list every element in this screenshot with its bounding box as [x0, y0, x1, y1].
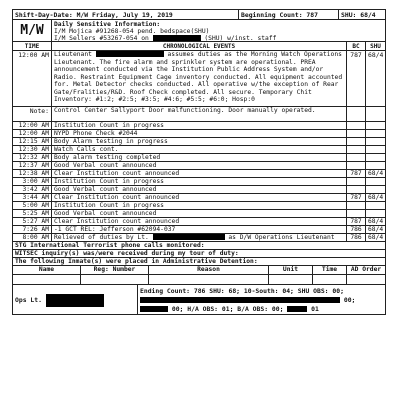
ending-count-line2-end: 00;	[343, 296, 356, 304]
entry-bc: 787	[347, 170, 366, 177]
redaction-box	[153, 234, 225, 240]
log-entry	[12, 218, 386, 226]
redaction-box	[287, 306, 307, 312]
entry-shu	[366, 202, 385, 209]
ending-count-line2	[140, 296, 383, 305]
log-entry	[12, 122, 386, 130]
log-entry	[12, 226, 386, 234]
stg-section	[12, 242, 386, 250]
entry-bc: 786	[347, 234, 366, 241]
entry-shu: 68/4	[368, 218, 384, 225]
shift-code: M/W	[13, 20, 52, 41]
ops-lt-label: Ops Lt.	[15, 296, 42, 304]
log-entry-first	[12, 51, 386, 107]
entry-bc	[347, 146, 366, 153]
entry-text: -1 GCT REL: Jefferson #62094-037	[52, 226, 347, 233]
entry-bc	[347, 162, 366, 169]
log-entry	[12, 202, 386, 210]
detention-name-cell	[13, 275, 81, 284]
redaction-box	[96, 51, 164, 57]
footer-row	[12, 285, 386, 315]
entry-time: 12:30 AM	[13, 146, 52, 153]
entry-text: NYPD Phone Check #2044	[52, 130, 347, 137]
entry-bc	[347, 107, 366, 121]
log-entry	[12, 178, 386, 186]
entry-shu: 68/4	[368, 194, 384, 201]
sensitive-info-line2-end: (SHU) w/inst. staff	[204, 35, 277, 41]
bc-column-header: BC	[347, 42, 366, 50]
entry-text-start: Lieutenant	[54, 51, 92, 58]
sensitive-info-row	[12, 20, 386, 42]
ending-count-line3	[140, 305, 383, 314]
detention-time-header: Time	[313, 266, 347, 274]
shu-count	[339, 10, 385, 19]
beginning-count-value: 787	[306, 11, 318, 19]
entry-shu: 68/4	[368, 226, 384, 233]
log-entry	[12, 186, 386, 194]
sensitive-info	[52, 20, 385, 41]
entry-shu	[366, 130, 385, 137]
entry-text: Good Verbal count announced	[52, 162, 347, 169]
entry-bc	[347, 138, 366, 145]
entry-time: 12:37 AM	[13, 162, 52, 169]
entry-bc: 787	[347, 218, 366, 225]
entry-shu: 68/4	[368, 51, 384, 59]
entry-time: 7:26 AM	[13, 226, 52, 233]
entry-time: 8:00 AM	[13, 234, 52, 241]
detention-unit-cell	[269, 275, 313, 284]
entry-text: Institution Count in progress	[52, 178, 347, 185]
entry-shu	[366, 162, 385, 169]
entry-time: 12:38 AM	[13, 170, 52, 177]
entry-bc: 787	[347, 194, 366, 201]
entry-bc	[347, 122, 366, 129]
entry-shu: 68/4	[368, 170, 384, 177]
redaction-box	[46, 294, 104, 307]
entry-text: Clear Institution count announced	[52, 218, 347, 225]
entry-time: 12:00 AM	[13, 122, 52, 129]
entry-text: Body Alarm testing in progress	[52, 138, 347, 145]
witsec-section	[12, 250, 386, 258]
entry-text: Good Verbal count announced	[52, 210, 347, 217]
shift-label: Shift-Day-Date:	[15, 11, 73, 19]
entry-text: Good Verbal count announced	[52, 186, 347, 193]
entry-shu	[366, 186, 385, 193]
detention-table-header	[12, 266, 386, 275]
entry-shu	[366, 210, 385, 217]
detention-section	[12, 258, 386, 266]
detention-reason-header: Reason	[149, 266, 269, 274]
entry-text: Institution Count in progress	[52, 122, 347, 129]
log-entry	[12, 162, 386, 170]
shu-column-header: SHU	[370, 43, 381, 50]
entry-text-rest: assumes duties as the Morning Watch Operations Lieutenant. The fire alarm and sprinkler system are operational. PREA announcement conducted via the Institution Public Address System and/or Radio. Restraint Equipment Cage inventory conducted. All equipment accounted for. Metal Detector checks conducted. All operative w/the exception of Rear Gate/Fralities/R&D. Roof Check completed. All secure. Temporary Chit Inventory: #1:2; #2:5; #3:5; #4:6; #5:5; #6:0; Hosp:0	[54, 51, 343, 103]
entry-time: 5:25 AM	[13, 210, 52, 217]
redaction-box	[140, 306, 168, 312]
entry-time: 12:00 AM	[13, 130, 52, 137]
entry-text-start: Relieved of duties by Lt.	[54, 234, 149, 241]
entry-bc	[347, 178, 366, 185]
entry-time: 3:42 AM	[13, 186, 52, 193]
entry-text: Clear Institution count announced	[52, 170, 347, 177]
shift-value: M/W Friday, July 19, 2019	[76, 11, 173, 19]
beginning-count	[239, 10, 339, 19]
log-entry	[12, 130, 386, 138]
detention-table-row	[12, 275, 386, 285]
entry-shu	[366, 107, 385, 121]
entry-text: Watch Calls cont.	[52, 146, 347, 153]
entry-text: Institution Count in progress	[52, 202, 347, 209]
ending-count-line1: Ending Count: 786 SHU: 68; 10-South: 04; SHU OBS: 00;	[140, 287, 344, 295]
ending-count	[138, 285, 385, 314]
log-entry	[12, 194, 386, 202]
redaction-box	[140, 297, 340, 303]
sensitive-info-line2-start: I/M Sellers #53267-054 on	[54, 35, 149, 41]
log-entry-last	[12, 234, 386, 242]
entry-bc: 787	[347, 51, 366, 106]
detention-time-cell	[313, 275, 347, 284]
log-entry	[12, 154, 386, 162]
entry-bc	[347, 202, 366, 209]
log-entry	[12, 210, 386, 218]
entry-time: 12:32 AM	[13, 154, 52, 161]
note-label: Note:	[13, 107, 52, 121]
note-text: Control Center Sallyport Door malfunctioning. Door manually operated.	[52, 107, 347, 121]
entry-shu	[366, 122, 385, 129]
entry-bc: 786	[347, 226, 366, 233]
entry-shu	[366, 154, 385, 161]
entry-time: 5:00 AM	[13, 202, 52, 209]
entry-bc	[347, 154, 366, 161]
detention-ad-order-header: AD Order	[350, 266, 382, 273]
log-column-headers	[12, 42, 386, 51]
redaction-box	[153, 35, 201, 41]
header-row	[12, 9, 386, 20]
time-column-header: TIME	[13, 42, 52, 50]
sensitive-info-line1: I/M Mojica #91268-054 pend. bedspace(SHU)	[54, 28, 210, 35]
entry-bc	[347, 130, 366, 137]
log-entry-note	[12, 107, 386, 122]
entry-text	[52, 234, 347, 241]
sensitive-info-title: Daily Sensitive Information:	[54, 21, 161, 28]
entry-bc	[347, 210, 366, 217]
ending-count-line3-end: 01	[311, 305, 319, 313]
entry-shu: 68/4	[368, 234, 384, 241]
sensitive-info-line2	[54, 35, 383, 41]
events-column-header: CHRONOLOGICAL EVENTS	[52, 42, 347, 50]
shu-label: SHU:	[341, 11, 357, 19]
beginning-count-label: Beginning Count:	[241, 11, 303, 19]
log-entry	[12, 146, 386, 154]
shift-day-date	[13, 10, 239, 19]
log-entry	[12, 138, 386, 146]
entry-shu	[366, 178, 385, 185]
detention-section-label: The following Inmate(s) were placed in Administrative Detention:	[15, 258, 258, 265]
log-sheet	[12, 9, 386, 389]
log-entry	[12, 170, 386, 178]
entry-time: 12:15 AM	[13, 138, 52, 145]
detention-reason-cell	[149, 275, 269, 284]
detention-name-header: Name	[13, 266, 81, 274]
detention-reg-header: Reg: Number	[81, 266, 149, 274]
stg-section-label: STG International Terrorist phone calls monitored:	[15, 242, 205, 249]
entry-text: Body alarm testing completed	[52, 154, 347, 161]
ops-lt-signature	[13, 285, 138, 314]
entry-shu	[366, 138, 385, 145]
shu-value: 68/4	[360, 11, 376, 19]
entry-shu	[366, 146, 385, 153]
detention-ad-order-cell	[347, 275, 385, 284]
log-entries	[12, 122, 386, 234]
entry-time: 5:27 AM	[13, 218, 52, 225]
entry-time: 12:00 AM	[13, 51, 52, 106]
entry-time: 3:00 AM	[13, 178, 52, 185]
detention-reg-cell	[81, 275, 149, 284]
detention-unit-header: Unit	[269, 266, 313, 274]
ending-count-line3-mid: 00; H/A OBS: 01; B/A OBS: 00;	[171, 305, 284, 313]
entry-time: 3:44 AM	[13, 194, 52, 201]
entry-bc	[347, 186, 366, 193]
witsec-section-label: WITSEC inquiry(s) was/were received during my tour of duty:	[15, 250, 239, 257]
entry-text	[52, 51, 347, 106]
entry-text-end: as D/W Operations Lieutenant	[228, 234, 335, 241]
entry-text: Clear Institution count announced	[52, 194, 347, 201]
